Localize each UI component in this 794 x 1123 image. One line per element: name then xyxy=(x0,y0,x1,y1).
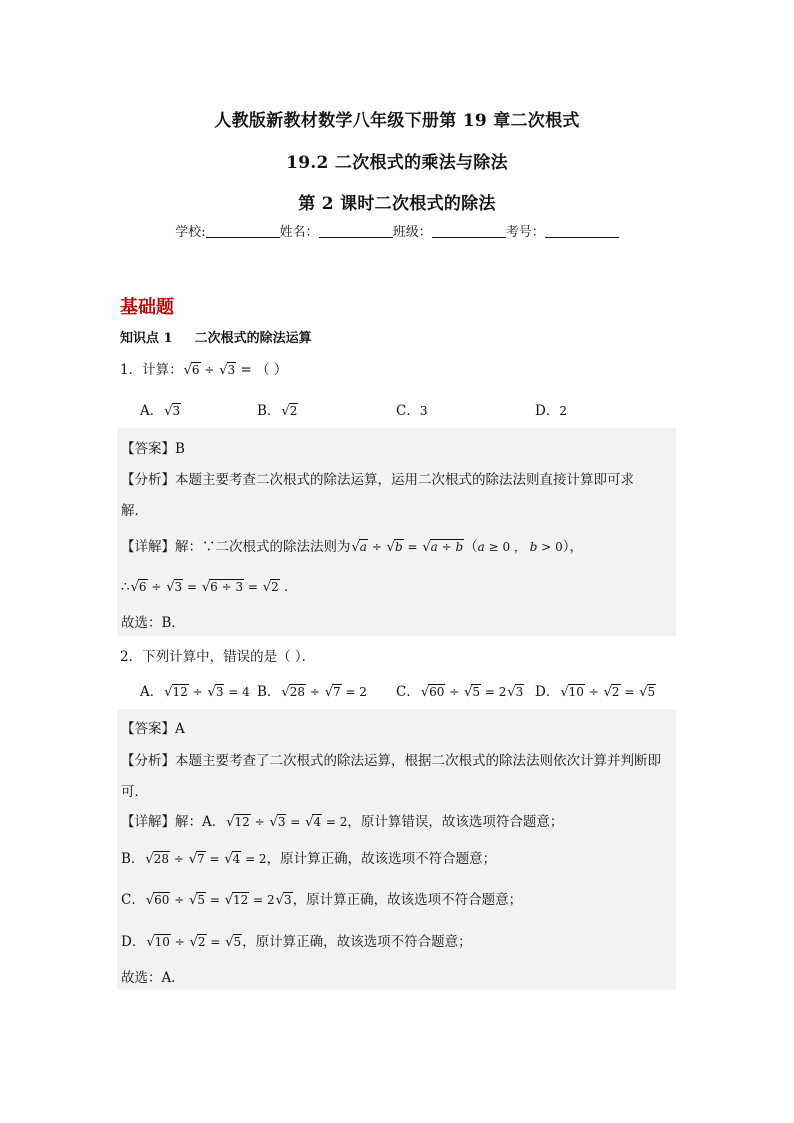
q2-option-b[interactable]: B．√28 ÷ √7 = 2 xyxy=(257,684,367,700)
number-blank[interactable] xyxy=(545,226,619,238)
q1-option-a[interactable]: A．√3 xyxy=(140,403,181,419)
q2-option-d[interactable]: D．√10 ÷ √2 = √5 xyxy=(535,684,656,700)
q1-detail-line: 【详解】解：∵二次根式的除法法则为√a ÷ √b = √a ÷ b（a ≥ 0 ， b > 0）， xyxy=(121,539,584,555)
q2-detail-c: C．√60 ÷ √5 = √12 = 2√3，原计算正确，故该选项不符合题意； xyxy=(121,892,523,908)
q2-analysis-line1: 【分析】本题主要考查了二次根式的除法运算，根据二次根式的除法法则依次计算并判断即 xyxy=(121,753,661,769)
school-blank[interactable] xyxy=(206,226,280,238)
question-2-answer-box xyxy=(117,709,676,989)
q1-analysis-line1: 【分析】本题主要考查二次根式的除法运算，运用二次根式的除法法则直接计算即可求 xyxy=(121,472,634,488)
q2-option-a[interactable]: A．√12 ÷ √3 = 4 xyxy=(140,684,250,700)
question-2-options xyxy=(140,680,680,700)
school-label: 学校: xyxy=(175,225,206,240)
q1-choose: 故选：B． xyxy=(121,615,185,631)
lesson-subtitle: 第 2 课时二次根式的除法 xyxy=(298,194,496,214)
q1-expression: √6 ÷ √3 xyxy=(183,363,236,378)
q1-option-d[interactable]: D．2 xyxy=(535,403,567,419)
q2-detail-b: B．√28 ÷ √7 = √4 = 2，原计算正确，故该选项不符合题意； xyxy=(121,851,497,867)
knowledge-point-title: 二次根式的除法运算 xyxy=(194,331,312,346)
q1-analysis-line2: 解． xyxy=(121,503,148,519)
question-2-stem: 2．下列计算中，错误的是（ ）． xyxy=(120,649,316,665)
number-label: 考号： xyxy=(505,225,545,240)
q2-detail-a: 【详解】解：A．√12 ÷ √3 = √4 = 2，原计算错误，故该选项符合题意； xyxy=(121,814,564,830)
question-1-stem: 1．计算：√6 ÷ √3 = （ ） xyxy=(120,362,288,378)
question-1-options xyxy=(140,399,680,419)
question-1-answer-box xyxy=(117,428,676,636)
knowledge-point-label: 知识点 1 xyxy=(120,331,173,346)
name-blank[interactable] xyxy=(319,226,393,238)
q1-therefore-line: ∴√6 ÷ √3 = √6 ÷ 3 = √2 ． xyxy=(121,579,298,595)
student-info-line xyxy=(0,221,794,240)
document-title: 人教版新教材数学八年级下册第 19 章二次根式 xyxy=(214,111,580,131)
section-subtitle: 19.2 二次根式的乘法与除法 xyxy=(286,153,508,173)
q1-answer: 【答案】B xyxy=(121,441,185,457)
class-blank[interactable] xyxy=(432,226,506,238)
q1-option-b[interactable]: B．√2 xyxy=(257,403,298,419)
class-label: 班级： xyxy=(392,225,432,240)
q1-option-c[interactable]: C．3 xyxy=(396,403,428,419)
q2-option-c[interactable]: C．√60 ÷ √5 = 2√3 xyxy=(396,684,524,700)
q2-choose: 故选：A． xyxy=(121,970,185,986)
q2-answer: 【答案】A xyxy=(121,721,185,737)
knowledge-point xyxy=(120,327,312,346)
q2-analysis-line2: 可． xyxy=(121,784,148,800)
name-label: 姓名： xyxy=(279,225,319,240)
q2-detail-d: D．√10 ÷ √2 = √5，原计算正确，故该选项不符合题意； xyxy=(121,934,472,950)
section-heading: 基础题 xyxy=(120,297,174,318)
